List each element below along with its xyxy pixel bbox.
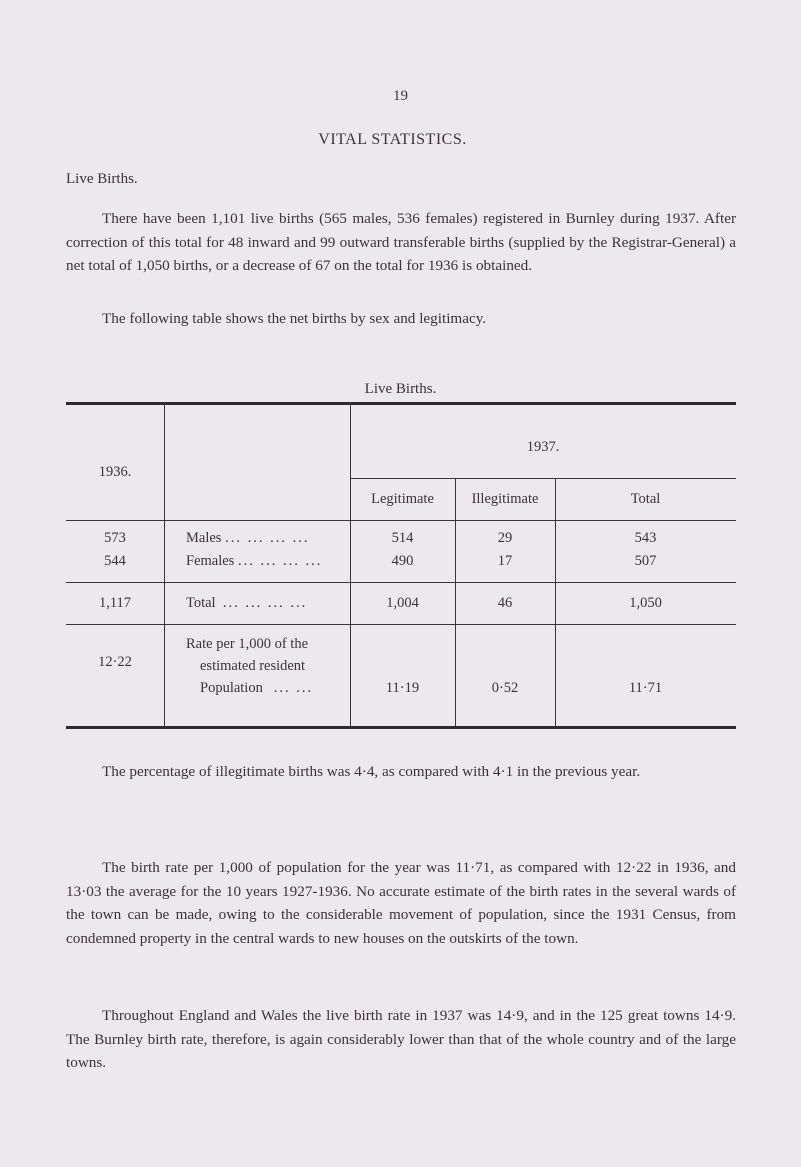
rate-legitimate: 11·19 bbox=[385, 680, 420, 696]
paragraph-comparison bbox=[66, 1004, 736, 1075]
page-title: VITAL STATISTICS. bbox=[318, 131, 467, 148]
females-1936: 544 bbox=[104, 553, 126, 569]
females-illegitimate: 17 bbox=[497, 553, 513, 569]
live-births-table bbox=[66, 402, 736, 730]
rate-dots: ... ... bbox=[273, 680, 314, 696]
header-bottom-line bbox=[66, 520, 736, 521]
page-number: 19 bbox=[393, 88, 408, 104]
total-label-text: Total bbox=[186, 595, 216, 611]
total-1936: 1,117 bbox=[98, 595, 132, 611]
paragraph-intro bbox=[66, 207, 736, 278]
females-label-text: Females bbox=[186, 553, 235, 569]
header-legitimate: Legitimate bbox=[371, 491, 434, 507]
paragraph-comparison-text: Throughout England and Wales the live birth rate in 1937 was 14·9, and in the 125 great towns 14·9. The Burnley birth rate, therefore, is again considerably lower than that of the whole country and of the large towns. bbox=[66, 1007, 736, 1071]
total-total: 1,050 bbox=[629, 595, 662, 611]
males-1936: 573 bbox=[104, 530, 126, 546]
section-heading: Live Births. bbox=[66, 171, 138, 187]
females-dots: ... ... ... ... bbox=[237, 553, 323, 569]
subheader-line bbox=[350, 478, 736, 479]
rate-label-line2: estimated resident bbox=[200, 658, 306, 674]
header-illegitimate: Illegitimate bbox=[471, 491, 539, 507]
total-row-bottom-line bbox=[66, 624, 736, 625]
col-divider-1936 bbox=[164, 402, 165, 726]
total-dots: ... ... ... ... bbox=[222, 595, 308, 611]
males-label bbox=[186, 530, 350, 547]
females-label bbox=[186, 553, 350, 570]
sex-rows-bottom-line bbox=[66, 582, 736, 583]
header-total: Total bbox=[630, 491, 661, 507]
paragraph-illegitimate bbox=[66, 760, 736, 784]
females-total: 507 bbox=[634, 553, 657, 569]
total-legitimate: 1,004 bbox=[386, 595, 419, 611]
table-bottom-rule bbox=[66, 726, 736, 729]
males-legitimate: 514 bbox=[391, 530, 414, 546]
rate-illegitimate: 0·52 bbox=[491, 680, 519, 696]
rate-1936: 12·22 bbox=[98, 654, 132, 670]
rate-label-line1: Rate per 1,000 of the bbox=[186, 636, 309, 652]
total-illegitimate: 46 bbox=[497, 595, 513, 611]
paragraph-birth-rate bbox=[66, 856, 736, 950]
header-1937: 1937. bbox=[526, 439, 560, 455]
table-title: Live Births. bbox=[364, 381, 437, 397]
header-1936: 1936. bbox=[98, 464, 132, 480]
paragraph-table-intro-text: The following table shows the net births by sex and legitimacy. bbox=[102, 310, 487, 327]
males-total: 543 bbox=[634, 530, 657, 546]
table-top-rule bbox=[66, 402, 736, 405]
rate-label-line3 bbox=[200, 680, 350, 697]
rate-label-line3-text: Population bbox=[200, 680, 263, 696]
paragraph-birth-rate-text: The birth rate per 1,000 of population for the year was 11·71, as compared with 12·22 in 1936, and 13·03 the average for the 10 years 1927-1936. No accurate estimate of the birth rates in the several wards of the town can be made, owing to the considerable movement of population, since the 1931 Census, from condemned property in the central wards to new houses on the outskirts of the town. bbox=[66, 859, 736, 947]
paragraph-table-intro bbox=[66, 307, 736, 331]
males-label-text: Males bbox=[186, 530, 222, 546]
males-illegitimate: 29 bbox=[497, 530, 513, 546]
total-label bbox=[186, 595, 350, 612]
paragraph-illegitimate-text: The percentage of illegitimate births was 4·4, as compared with 4·1 in the previous year. bbox=[102, 763, 641, 780]
rate-total: 11·71 bbox=[628, 680, 663, 696]
paragraph-intro-text: There have been 1,101 live births (565 males, 536 females) registered in Burnley during 1937. After correction of this total for 48 inward and 99 outward transferable births (supplied by the Registrar-General) a net total of 1,050 births, or a decrease of 67 on the total for 1936 is obtained. bbox=[66, 210, 736, 274]
males-dots: ... ... ... ... bbox=[225, 530, 310, 546]
females-legitimate: 490 bbox=[391, 553, 414, 569]
